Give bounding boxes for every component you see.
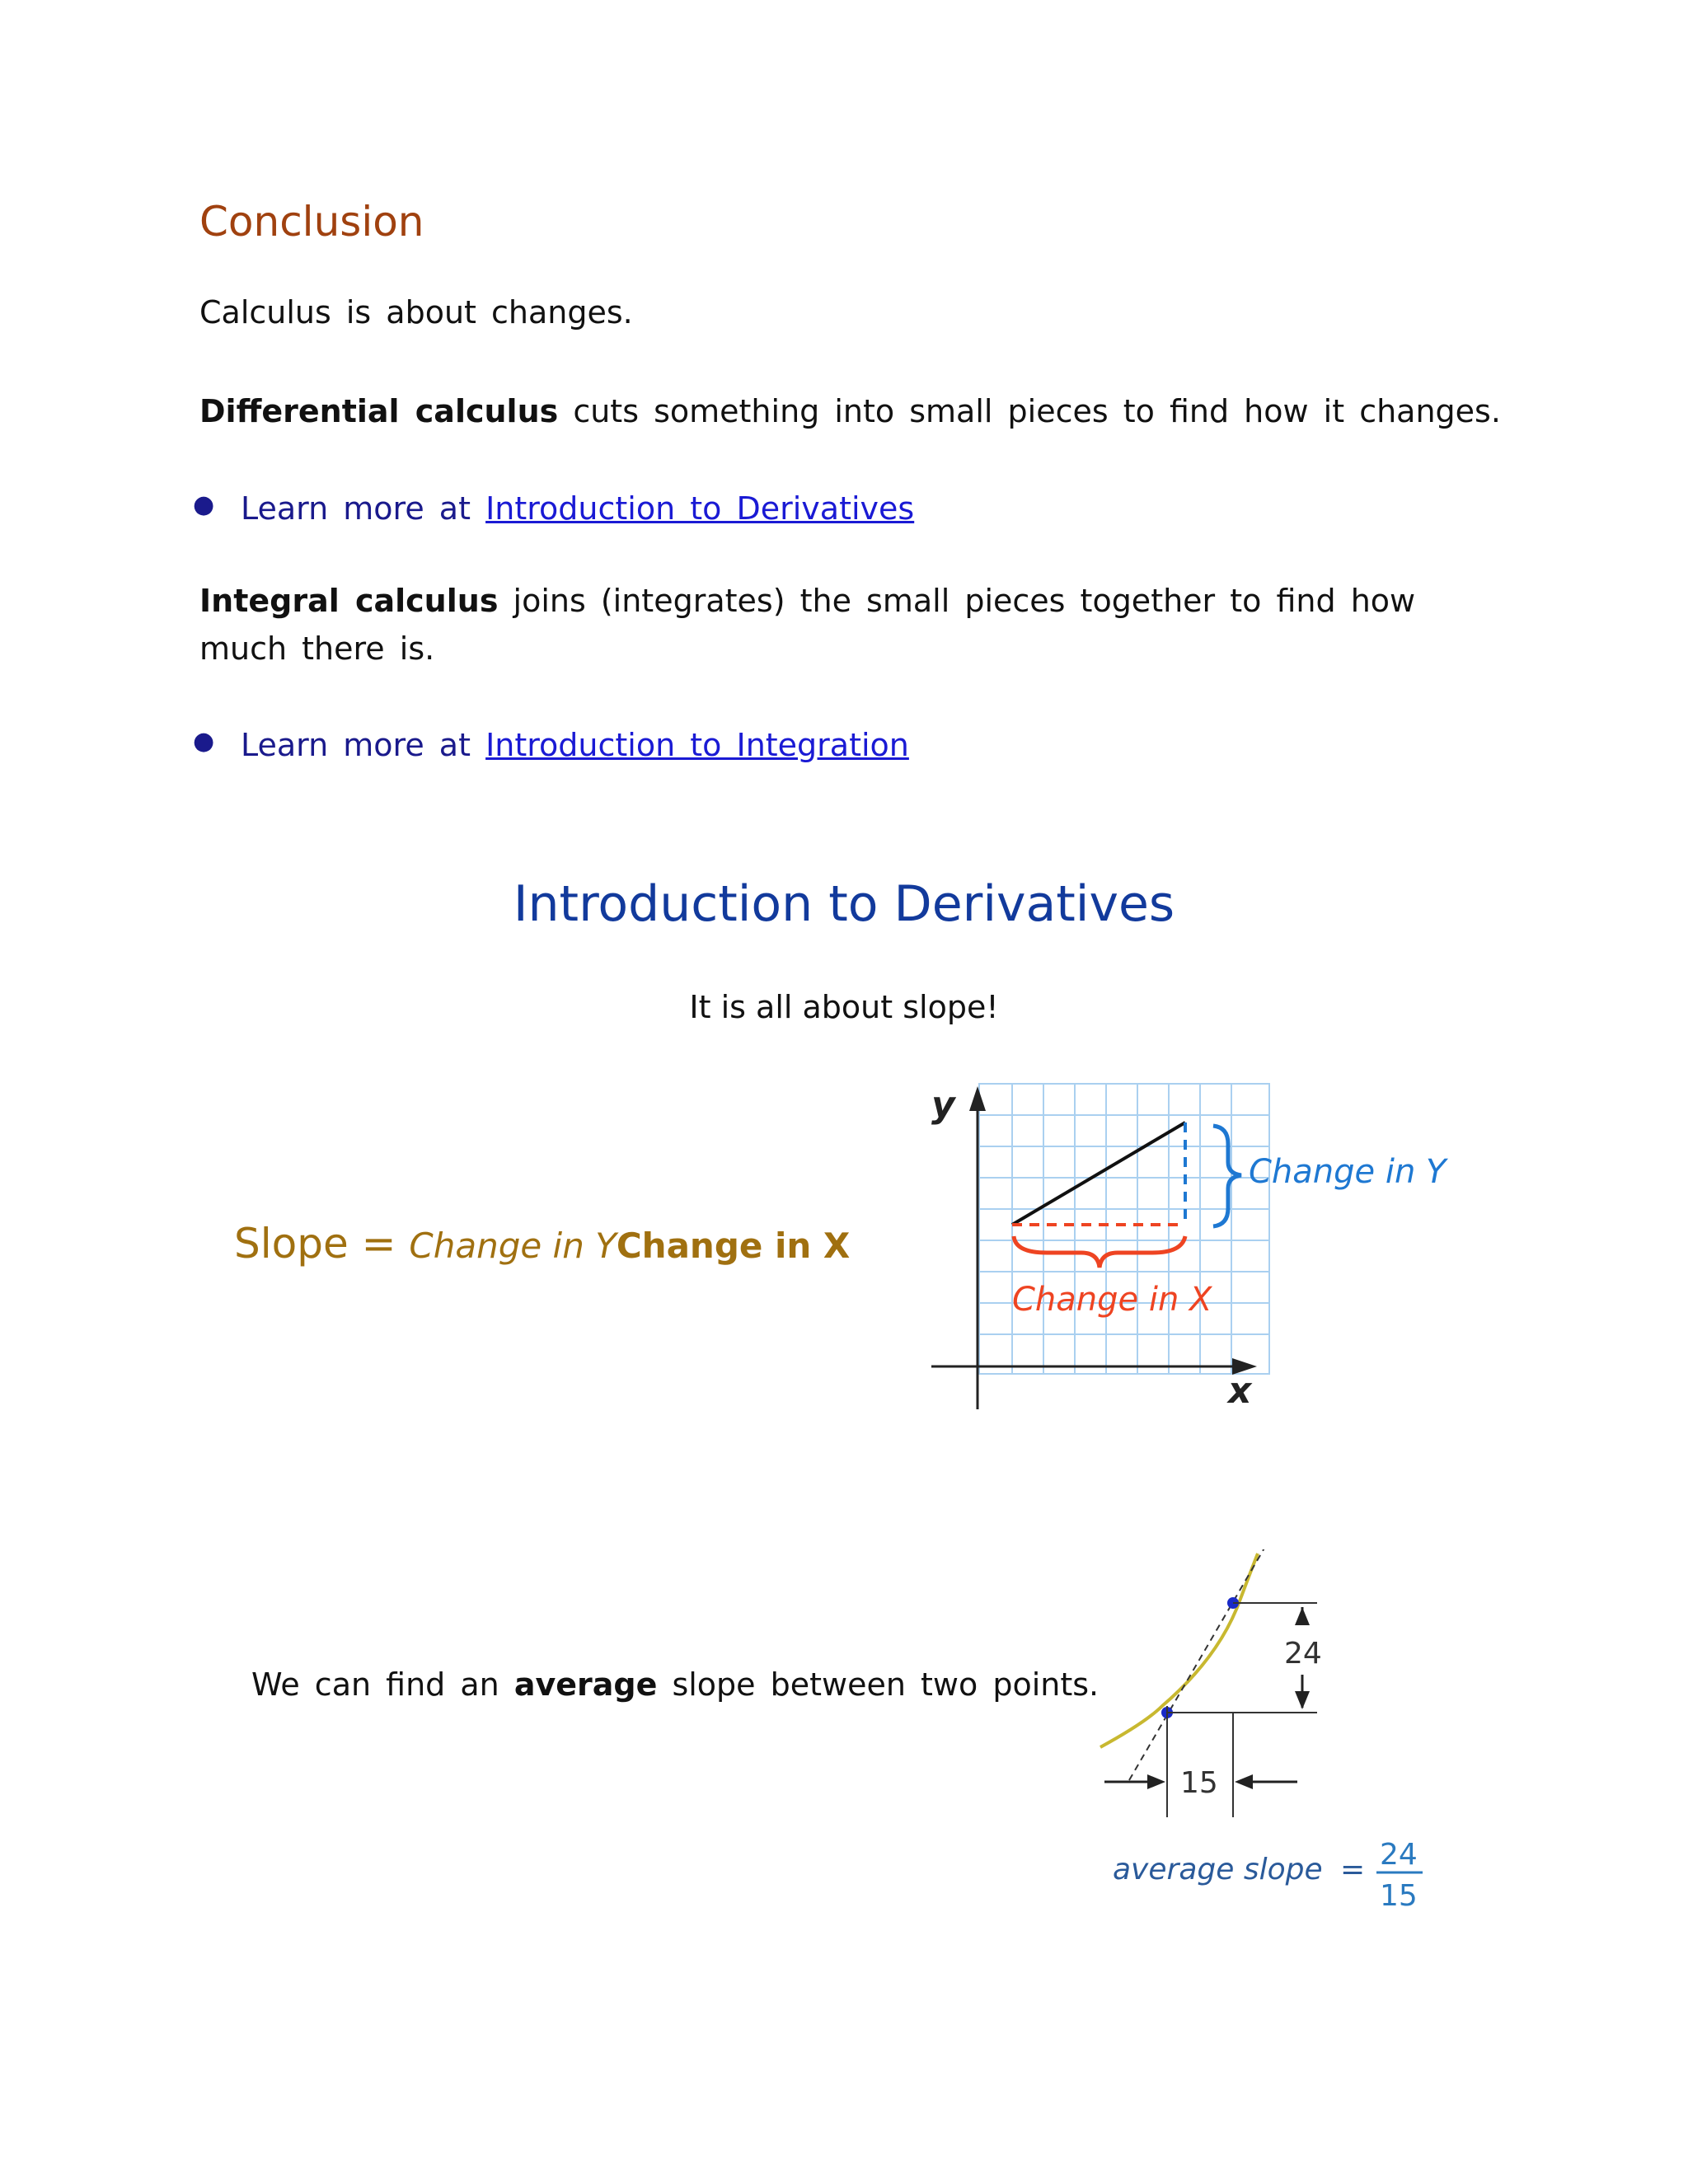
bullet-icon: ● (193, 490, 215, 519)
learn-more-derivatives-item (193, 490, 915, 527)
rise-value: 24 (1284, 1637, 1322, 1671)
slope-tagline: It is all about slope! (689, 989, 999, 1025)
x-axis-label: x (1228, 1370, 1252, 1412)
slope-grid-figure (923, 1080, 1459, 1426)
slope-numerator: Change in Y (409, 1226, 617, 1266)
bullet-icon: ● (193, 727, 215, 756)
derivatives-heading: Introduction to Derivatives (513, 875, 1175, 933)
link-introduction-to-integration[interactable]: Introduction to Integration (485, 727, 909, 763)
equals-sign: = (1340, 1853, 1366, 1886)
curve-line (1100, 1554, 1258, 1747)
average-slope-label: average slope (1113, 1853, 1323, 1886)
rise-arrow-down-icon (1295, 1691, 1310, 1709)
integral-term: Integral calculus (199, 583, 499, 619)
fraction-denominator: 15 (1380, 1879, 1418, 1912)
average-bold-word: average (513, 1666, 658, 1703)
run-arrow-right-icon (1147, 1774, 1165, 1789)
slope-formula (234, 1220, 850, 1268)
average-slope-figure (1096, 1549, 1442, 1912)
change-y-label: Change in Y (1249, 1153, 1447, 1191)
conclusion-heading: Conclusion (199, 198, 424, 246)
run-value: 15 (1180, 1766, 1218, 1800)
slope-denominator: Change in X (616, 1226, 851, 1266)
slope-label: Slope = (234, 1220, 410, 1268)
link-introduction-to-derivatives[interactable]: Introduction to Derivatives (485, 490, 915, 527)
change-y-brace-icon (1213, 1126, 1241, 1226)
y-axis-arrow-icon (969, 1086, 986, 1111)
rise-arrow-up-icon (1295, 1607, 1310, 1625)
average-prefix: We can find an (251, 1666, 514, 1703)
integral-paragraph (199, 577, 1415, 673)
run-arrow-left-icon (1235, 1774, 1253, 1789)
integral-description-line1: joins (integrates) the small pieces together to find how (498, 583, 1416, 619)
calculus-intro-text: Calculus is about changes. (199, 294, 633, 330)
fraction-numerator: 24 (1380, 1838, 1418, 1872)
learn-more-prefix: Learn more at (241, 727, 486, 763)
differential-description: cuts something into small pieces to find how it changes. (558, 393, 1501, 429)
y-axis-label: y (931, 1084, 955, 1126)
integral-description-line2: much there is. (199, 630, 435, 667)
learn-more-prefix: Learn more at (241, 490, 486, 527)
differential-paragraph (199, 387, 1501, 435)
change-x-label: Change in X (1012, 1281, 1212, 1319)
learn-more-integration-item (193, 727, 909, 763)
grid-lines (979, 1084, 1269, 1374)
average-rest: slope between two points. (657, 1666, 1100, 1703)
differential-term: Differential calculus (199, 393, 559, 429)
average-slope-text (251, 1666, 1099, 1703)
